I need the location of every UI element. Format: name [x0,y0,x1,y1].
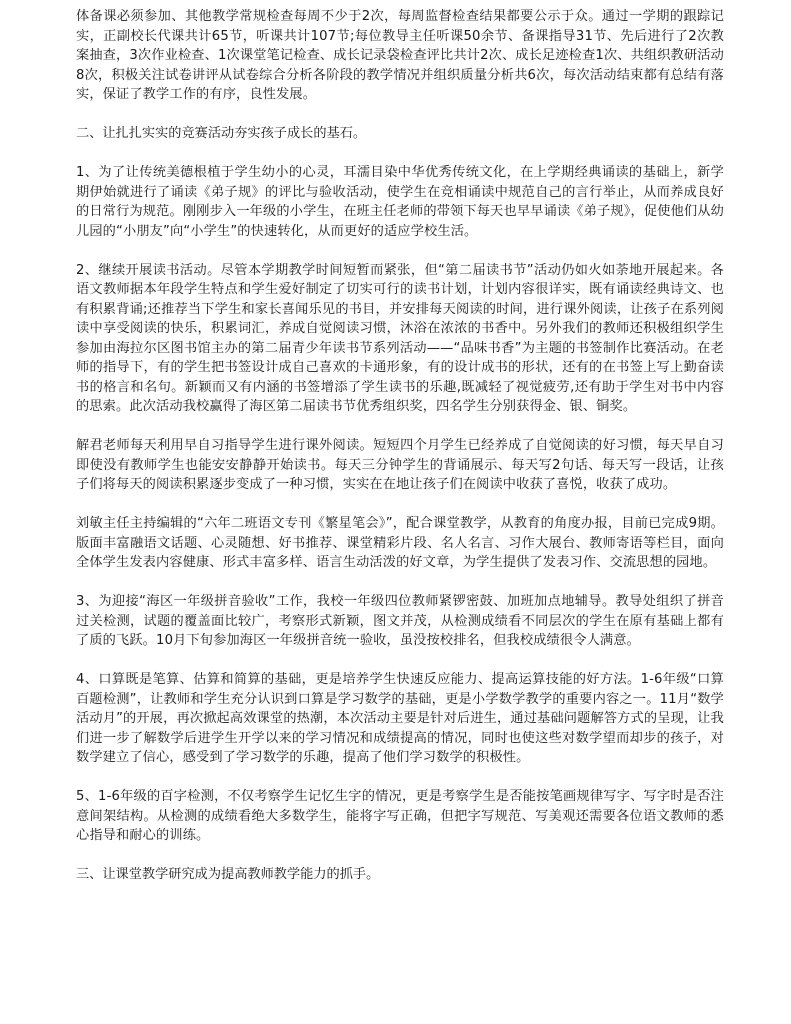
paragraph-pinyin-check: 3、为迎接“海区一年级拼音验收”工作，我校一年级四位教师紧锣密鼓、加班加点地辅导。教导处组织了拼音过关检测，试题的覆盖面比较广，考察形式新颖，图文并茂，从检测成绩看不同层次的学生在原有基础上都有了质的飞跃。10月下旬参加海区一年级拼音统一验收，虽没按校排名，但我校成绩很令人满意。 [76,594,724,648]
paragraph-gap [76,417,724,437]
paragraph-gap [76,768,724,788]
paragraph-gap [76,846,724,866]
paragraph-morning-reading: 解君老师每天利用早自习指导学生进行课外阅读。短短四个月学生已经养成了自觉阅读的好习惯，每天早自习即使没有教师学生也能安安静静开始读书。每天三分钟学生的背诵展示、每天写2句话、每天写一段话，让孩子们将每天的阅读积累逐步变成了一种习惯，实实在在地让孩子们在阅读中收获了喜悦，收获了成功。 [76,438,724,492]
paragraph-gap [76,573,724,593]
document-page [76,7,724,885]
paragraph-gap [76,651,724,671]
paragraph-gap [76,241,724,261]
section-heading-classroom-research: 三、让课堂教学研究成为提高教师教学能力的抓手。 [76,867,380,882]
paragraph-character-test: 5、1-6年级的百字检测，不仅考察学生记忆生字的情况，更是考察学生是否能按笔画规律写字、写字时是否注意间架结构。从检测的成绩看绝大多数学生，能将字写正确，但把字写规范、写美观还需要各位语文教师的悉心指导和耐心的训练。 [76,789,724,843]
paragraph-gap [76,105,724,125]
paragraph-oral-arithmetic: 4、口算既是笔算、估算和简算的基础，更是培养学生快速反应能力、提高运算技能的好方法。1-6年级“口算百题检测”，让教师和学生充分认识到口算是学习数学的基础，更是小学数学教学的重要内容之一。11月“数学活动月”的开展，再次掀起高效课堂的热潮，本次活动主要是针对后进生，通过基础问题解答方式的呈现，让我们进一步了解数学后进学生开学以来的学习情况和成绩提高的情况，同时也使这些对数学望而却步的孩子，对数学建立了信心，感受到了学习数学的乐趣，提高了他们学习数学的积极性。 [76,672,724,765]
paragraph-dizigui-recitation: 1、为了让传统美德根植于学生幼小的心灵，耳濡目染中华优秀传统文化，在上学期经典诵读的基础上，新学期伊始就进行了诵读《弟子规》的评比与验收活动，使学生在竞相诵读中规范自己的言行举止，从而养成良好的日常行为规范。刚刚步入一年级的小学生，在班主任老师的带领下每天也早早诵读《弟子规》，促使他们从幼儿园的“小朋友”向“小学生”的快速转化，从而更好的适应学校生活。 [76,165,724,239]
paragraph-class-journal: 刘敏主任主持编辑的“六年二班语文专刊《繁星笔会》”，配合课堂教学，从教育的角度办报，目前已完成9期。版面丰富融语文话题、心灵随想、好书推荐、课堂精彩片段、名人名言、习作大展台、教师寄语等栏目，面向全体学生发表内容健康、形式丰富多样、语言生动活泼的好文章，为学生提供了发表习作、交流思想的园地。 [76,516,724,570]
paragraph-inspection-summary: 体备课必须参加、其他教学常规检查每周不少于2次，每周监督检查结果都要公示于众。通过一学期的跟踪记实，正副校长代课共计65节，听课共计107节;每位教导主任听课50余节、备课指导31节、先后进行了2次教案抽查，3次作业检查、1次课堂笔记检查、成长记录袋检查评比共计2次、成长足迹检查1次、共组织教研活动8次，积极关注试卷讲评从试卷综合分析各阶段的教学情况并组织质量分析共6次，每次活动结束都有总结有落实，保证了教学工作的有序，良性发展。 [76,9,724,102]
paragraph-reading-festival: 2、继续开展读书活动。尽管本学期教学时间短暂而紧张，但“第二届读书节”活动仍如火如荼地开展起来。各语文教师据本年段学生特点和学生爱好制定了切实可行的读书计划，计划内容很详实，既有诵读经典诗文、也有积累背诵;还推荐当下学生和家长喜闻乐见的书目，并安排每天阅读的时间，进行课外阅读，让孩子在系列阅读中享受阅读的快乐，积累词汇，养成自觉阅读习惯，沐浴在浓浓的书香中。另外我们的教师还积极组织学生参加由海拉尔区图书馆主办的第二届青少年读书节系列活动——“品味书香”为主题的书签制作比赛活动。在老师的指导下，有的学生把书签设计成自己喜欢的卡通形象，有的设计成书的形状，还有的在书签上写上勤奋读书的格言和名句。新颖而又有内涵的书签增添了学生读书的乐趣,既减轻了视觉疲劳,还有助于学生对书中内容的思索。此次活动我校赢得了海区第二届读书节优秀组织奖，四名学生分别获得金、银、铜奖。 [76,262,724,414]
paragraph-gap [76,495,724,515]
paragraph-gap [76,144,724,164]
section-heading-competitions: 二、让扎扎实实的竞赛活动夯实孩子成长的基石。 [76,126,367,141]
